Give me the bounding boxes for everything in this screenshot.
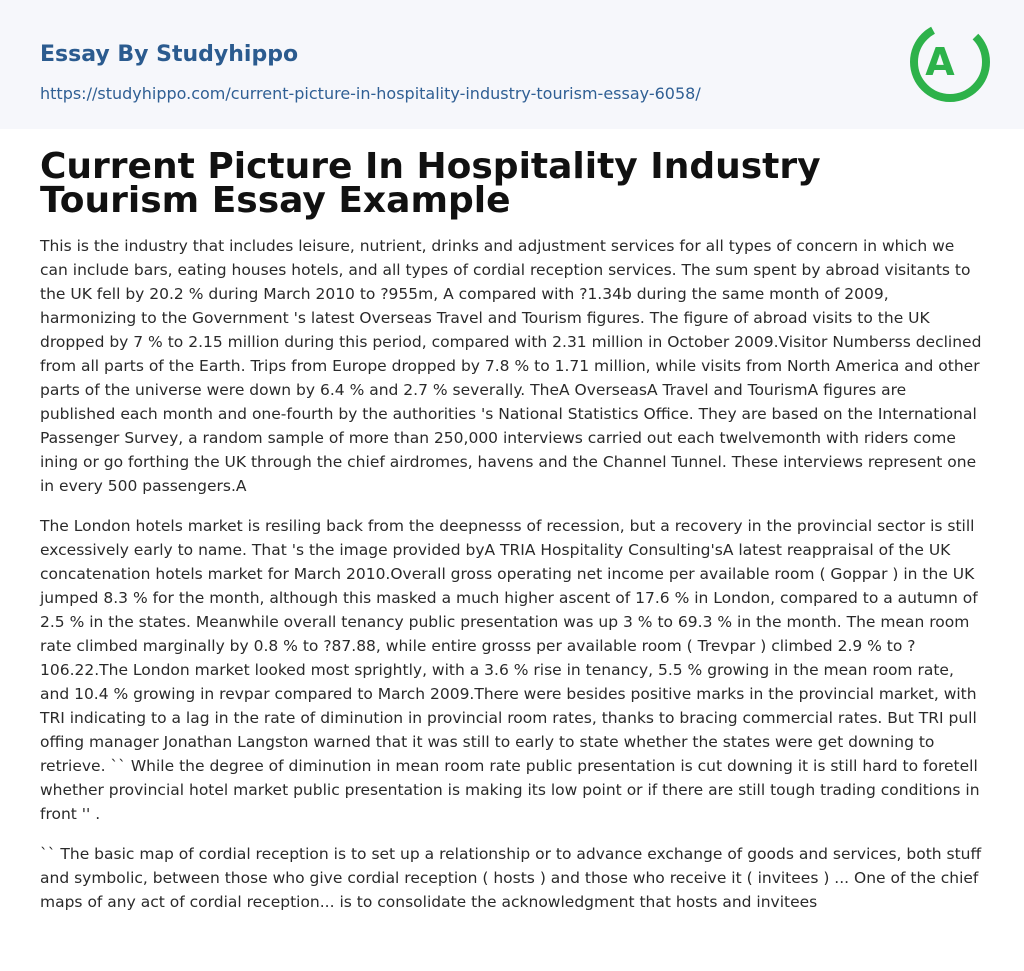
site-brand[interactable]: Essay By Studyhippo [40,42,299,67]
essay-paragraph: `` The basic map of cordial reception is to set up a relationship or to advance exchange of goods and services, both stuff and symbolic, between those who give cordial reception ( hosts ) and those who receive it ( invitees ) ... One of the chief maps of any act of cordial reception... is to consolidate the acknowledgment that hosts and invitees [40,845,982,911]
site-header [0,0,1024,129]
logo-letter: A [925,40,955,84]
essay-paragraph: This is the industry that includes leisure, nutrient, drinks and adjustment services for all types of concern in which we can include bars, eating houses hotels, and all types of cordial reception services. The sum spent by abroad visitants to the UK fell by 20.2 % during March 2010 to ?955m, A compared with ?1.34b during the same month of 2009, harmonizing to the Government 's latest Overseas Travel and Tourism figures. The figure of abroad visits to the UK dropped by 7 % to 2.15 million during this period, compared with 2.31 million in October 2009.Visitor Numberss declined from all parts of the Earth. Trips from Europe dropped by 7.8 % to 1.71 million, while visits from North America and other parts of the universe were down by 6.4 % and 2.7 % severally. TheA OverseasA Travel and TourismA figures are published each month and one-fourth by the authorities 's National Statistics Office. They are based on the International Passenger Survey, a random sample of more than 250,000 interviews carried out each twelvemonth with riders come ining or go forthing the UK through the chief airdromes, havens and the Channel Tunnel. These interviews represent one in every 500 passengers.A [40,237,982,495]
studyhippo-logo-icon[interactable] [910,19,990,105]
essay-body [40,234,986,930]
essay-paragraph: The London hotels market is resiling back from the deepnesss of recession, but a recovery in the provincial sector is still excessively early to name. That 's the image provided byA TRIA Hospitality Consulting'sA latest reappraisal of the UK concatenation hotels market for March 2010.Overall gross operating net income per available room ( Goppar ) in the UK jumped 8.3 % for the month, although this masked a much higher ascent of 17.6 % in London, compared to a autumn of 2.5 % in the states. Meanwhile overall tenancy public presentation was up 3 % to 69.3 % in the month. The mean room rate climbed marginally by 0.8 % to ?87.88, while entire grosss per available room ( Trevpar ) climbed 2.9 % to ?106.22.The London market looked most sprightly, with a 3.6 % rise in tenancy, 5.5 % growing in the mean room rate, and 10.4 % growing in revpar compared to March 2009.There were besides positive marks in the provincial market, with TRI indicating to a lag in the rate of diminution in provincial room rates, thanks to bracing commercial rates. But TRI pull offing manager Jonathan Langston warned that it was still to early to state whether the states were get downing to retrieve. `` While the degree of diminution in mean room rate public presentation is cut downing it is still hard to foretell whether provincial hotel market public presentation is making its low point or if there are still tough trading conditions in front '' . [40,517,980,823]
essay-title: Current Picture In Hospitality Industry Tourism Essay Example [40,146,821,221]
page-url-link[interactable]: https://studyhippo.com/current-picture-in-hospitality-industry-tourism-essay-6058/ [40,84,701,103]
